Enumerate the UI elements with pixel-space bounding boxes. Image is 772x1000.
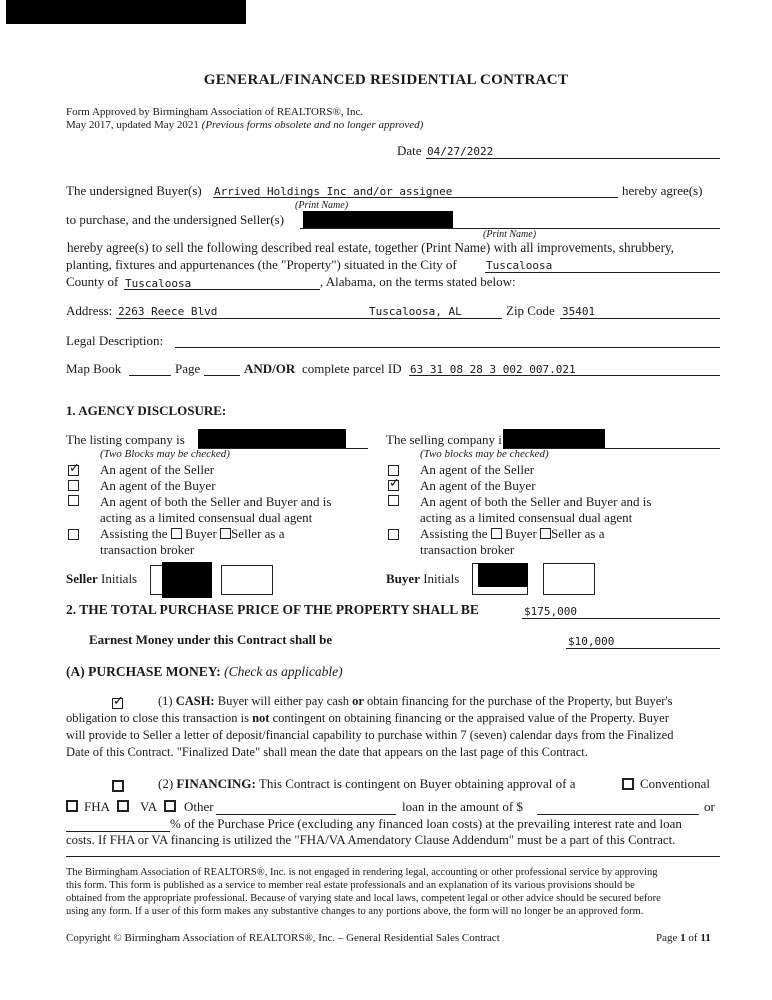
listing-note: (Two Blocks may be checked) [100, 448, 230, 460]
section-agency: 1. AGENCY DISCLOSURE: [66, 403, 227, 418]
loan-or: or [704, 799, 715, 814]
conventional-checkbox[interactable] [622, 778, 634, 790]
map-book-label: Map Book [66, 361, 122, 376]
selling-note: (Two blocks may be checked) [420, 448, 549, 460]
financing-line1 [158, 776, 576, 792]
date-value[interactable]: 04/27/2022 [427, 145, 494, 158]
andor-label: AND/OR [244, 361, 296, 376]
page-word: Page [656, 932, 678, 944]
header-redaction [6, 0, 246, 24]
listing-agent-buyer-checkbox[interactable] [68, 480, 79, 491]
percent-field[interactable] [66, 831, 170, 832]
va-label: VA [140, 799, 158, 814]
selling-dual-agent-label2: acting as a limited consensual dual agent [420, 510, 633, 525]
financing-checkbox[interactable] [112, 780, 124, 792]
selling-assist-buyer: Buyer [505, 526, 537, 541]
date-field[interactable] [426, 158, 720, 159]
seller-redaction [303, 211, 453, 228]
cash-line2a: obligation to close this transaction is [66, 711, 249, 725]
form-dates-line [66, 119, 423, 131]
address-value[interactable]: 2263 Reece Blvd [118, 305, 218, 318]
seller-initials-who: Seller [66, 571, 98, 586]
selling-agent-seller-label: An agent of the Seller [420, 462, 535, 477]
selling-assist-buyer-checkbox[interactable] [491, 528, 502, 539]
print-name-seller: (Print Name) [483, 229, 537, 240]
address-city[interactable]: Tuscaloosa, AL [369, 305, 462, 318]
check-applicable: (Check as applicable) [224, 664, 343, 679]
selling-agent-buyer-checkbox[interactable] [388, 480, 399, 491]
fha-checkbox[interactable] [66, 800, 78, 812]
buyer-initials-redaction [478, 563, 528, 587]
selling-assisting-row [420, 526, 605, 542]
fha-label: FHA [84, 799, 111, 814]
buyer-initials-who: Buyer [386, 571, 420, 586]
seller-initials-label [66, 571, 137, 587]
listing-assisting-label: Assisting the [100, 526, 168, 541]
buyer-initials-word: Initials [423, 571, 460, 586]
listing-dual-agent-label: An agent of both the Seller and Buyer and is [100, 494, 332, 509]
parcel-value[interactable]: 63 31 08 28 3 002 007.021 [410, 363, 576, 376]
cash-text2: obtain financing for the purchase of the Property, but Buyer's [367, 694, 673, 708]
print-name-buyer: (Print Name) [295, 200, 349, 211]
listing-assisting-checkbox[interactable] [68, 529, 79, 540]
selling-agent-seller-checkbox[interactable] [388, 465, 399, 476]
zip-value[interactable]: 35401 [562, 305, 596, 318]
hereby-agree: hereby agree(s) [622, 183, 703, 198]
city-field[interactable] [485, 272, 720, 273]
page-field[interactable] [204, 375, 240, 376]
selling-dual-agent-checkbox[interactable] [388, 495, 399, 506]
price-field[interactable] [522, 618, 720, 619]
city-value[interactable]: Tuscaloosa [486, 259, 553, 272]
cash-not: not [252, 711, 270, 725]
purchase-money-heading [66, 664, 343, 680]
loan-amount-label: loan in the amount of $ [402, 799, 523, 814]
alabama-text: , Alabama, on the terms stated below: [320, 274, 516, 289]
page-label: Page [175, 361, 201, 376]
financing-label: FINANCING: [176, 776, 256, 791]
listing-dual-agent-checkbox[interactable] [68, 495, 79, 506]
legal-field[interactable] [175, 347, 720, 348]
disclaimer-line: obtained from the appropriate professional. Because of varying state and local laws, competent legal or other advice should be secured before [66, 893, 661, 904]
selling-assist-seller-checkbox[interactable] [540, 528, 551, 539]
cash-line3: will provide to Seller a letter of deposit/financial capability to purchase within 7 (seven) calendar days from the Finalized [66, 728, 674, 742]
percent-text: % of the Purchase Price (excluding any financed loan costs) at the prevailing interest rate and loan [170, 816, 682, 831]
footer-disclaimer [66, 866, 726, 918]
listing-agent-seller-checkbox[interactable] [68, 465, 79, 476]
earnest-value[interactable]: $10,000 [568, 635, 615, 648]
legal-label: Legal Description: [66, 333, 164, 348]
section-purchase-price: 2. THE TOTAL PURCHASE PRICE OF THE PROPERTY SHALL BE [66, 602, 479, 617]
cash-label: CASH: [175, 694, 215, 708]
listing-agent-buyer-label: An agent of the Buyer [100, 478, 216, 493]
listing-agent-seller-label: An agent of the Seller [100, 462, 215, 477]
purchase-money-label: (A) PURCHASE MONEY: [66, 664, 221, 679]
listing-assist-buyer: Buyer [185, 526, 217, 541]
copyright: Copyright © Birmingham Association of REALTORS®, Inc. – General Residential Sales Contract [66, 932, 500, 944]
selling-assisting-checkbox[interactable] [388, 529, 399, 540]
earnest-label: Earnest Money under this Contract shall be [89, 632, 333, 647]
listing-dual-agent-label2: acting as a limited consensual dual agent [100, 510, 313, 525]
sell-text: hereby agree(s) to sell the following described real estate, together (Print Name) with all improvements, shrubbery, [67, 240, 675, 255]
county-value[interactable]: Tuscaloosa [125, 277, 192, 290]
selling-agent-buyer-label: An agent of the Buyer [420, 478, 536, 493]
cash-or: or [352, 694, 364, 708]
selling-broker-label: transaction broker [420, 542, 515, 557]
listing-assist-buyer-checkbox[interactable] [171, 528, 182, 539]
listing-assisting-row [100, 526, 285, 542]
listing-assist-seller-checkbox[interactable] [220, 528, 231, 539]
selling-redaction [503, 429, 605, 449]
address-field[interactable] [116, 318, 502, 319]
cash-paragraph [66, 693, 720, 761]
disclaimer-line: using any form. If a user of this form makes any substantive changes to any portions above, the form will no longer be an approved form. [66, 906, 644, 917]
loan-amount-field[interactable] [537, 814, 699, 815]
seller-initials-redaction [162, 562, 212, 598]
form-obsolete: (Previous forms obsolete and no longer approved) [201, 119, 424, 131]
other-field[interactable] [216, 814, 396, 815]
buyer-value[interactable]: Arrived Holdings Inc and/or assignee [214, 185, 453, 198]
address-label: Address: [66, 303, 113, 318]
va-checkbox[interactable] [117, 800, 129, 812]
price-value[interactable]: $175,000 [524, 605, 577, 618]
listing-heading: The listing company is [66, 432, 185, 447]
buyer-label: The undersigned Buyer(s) [66, 183, 202, 198]
selling-heading: The selling company i [386, 432, 502, 447]
seller-label: to purchase, and the undersigned Seller(s) [66, 212, 285, 227]
footer-divider [66, 856, 720, 857]
seller-initials-word: Initials [101, 571, 138, 586]
page-num: 1 [680, 932, 686, 944]
cash-line4: Date of this Contract. "Finalized Date" shall mean the date that appears on the last page of this Contract. [66, 745, 588, 759]
zip-field[interactable] [560, 318, 720, 319]
other-checkbox[interactable] [164, 800, 176, 812]
zip-label: Zip Code [506, 303, 555, 318]
conventional-label: Conventional [640, 776, 711, 791]
cash-text1: Buyer will either pay cash [217, 694, 349, 708]
cash-line2b: contingent on obtaining financing or the appraised value of the Property. Buyer [272, 711, 669, 725]
date-label: Date [397, 143, 422, 158]
page-of: of [688, 932, 698, 944]
page-number [656, 932, 711, 944]
form-dates: May 2017, updated May 2021 [66, 119, 199, 131]
page-title: GENERAL/FINANCED RESIDENTIAL CONTRACT [203, 72, 569, 88]
financing-text1: This Contract is contingent on Buyer obtaining approval of a [258, 776, 576, 791]
seller-initials-box-2[interactable] [221, 565, 273, 595]
planting-text: planting, fixtures and appurtenances (the "Property") situated in the City of [66, 257, 457, 272]
selling-assist-seller: Seller as a [551, 526, 605, 541]
listing-redaction [198, 429, 346, 449]
buyer-initials-box-2[interactable] [543, 563, 595, 595]
listing-assist-seller: Seller as a [231, 526, 285, 541]
financing-last-line: costs. If FHA or VA financing is utilized the "FHA/VA Amendatory Clause Addendum" must be a part of this Contract. [66, 833, 676, 847]
county-label: County of [66, 274, 119, 289]
listing-broker-label: transaction broker [100, 542, 195, 557]
parcel-label: complete parcel ID [302, 361, 402, 376]
earnest-field[interactable] [566, 648, 720, 649]
page-total: 11 [700, 932, 711, 944]
disclaimer-line: The Birmingham Association of REALTORS®, Inc. is not engaged in rendering legal, accounting or other professional service by approving [66, 867, 658, 878]
form-approved: Form Approved by Birmingham Association of REALTORS®, Inc. [66, 106, 364, 118]
selling-dual-agent-label: An agent of both the Seller and Buyer and is [420, 494, 652, 509]
financing-num: (2) [158, 776, 174, 791]
map-book-field[interactable] [129, 375, 171, 376]
buyer-initials-label [386, 571, 459, 587]
selling-assisting-label: Assisting the [420, 526, 488, 541]
other-label: Other [184, 799, 214, 814]
disclaimer-line: this form. This form is published as a service to member real estate professionals and an explanation of its various provisions should be [66, 880, 635, 891]
cash-num: (1) [158, 694, 173, 708]
